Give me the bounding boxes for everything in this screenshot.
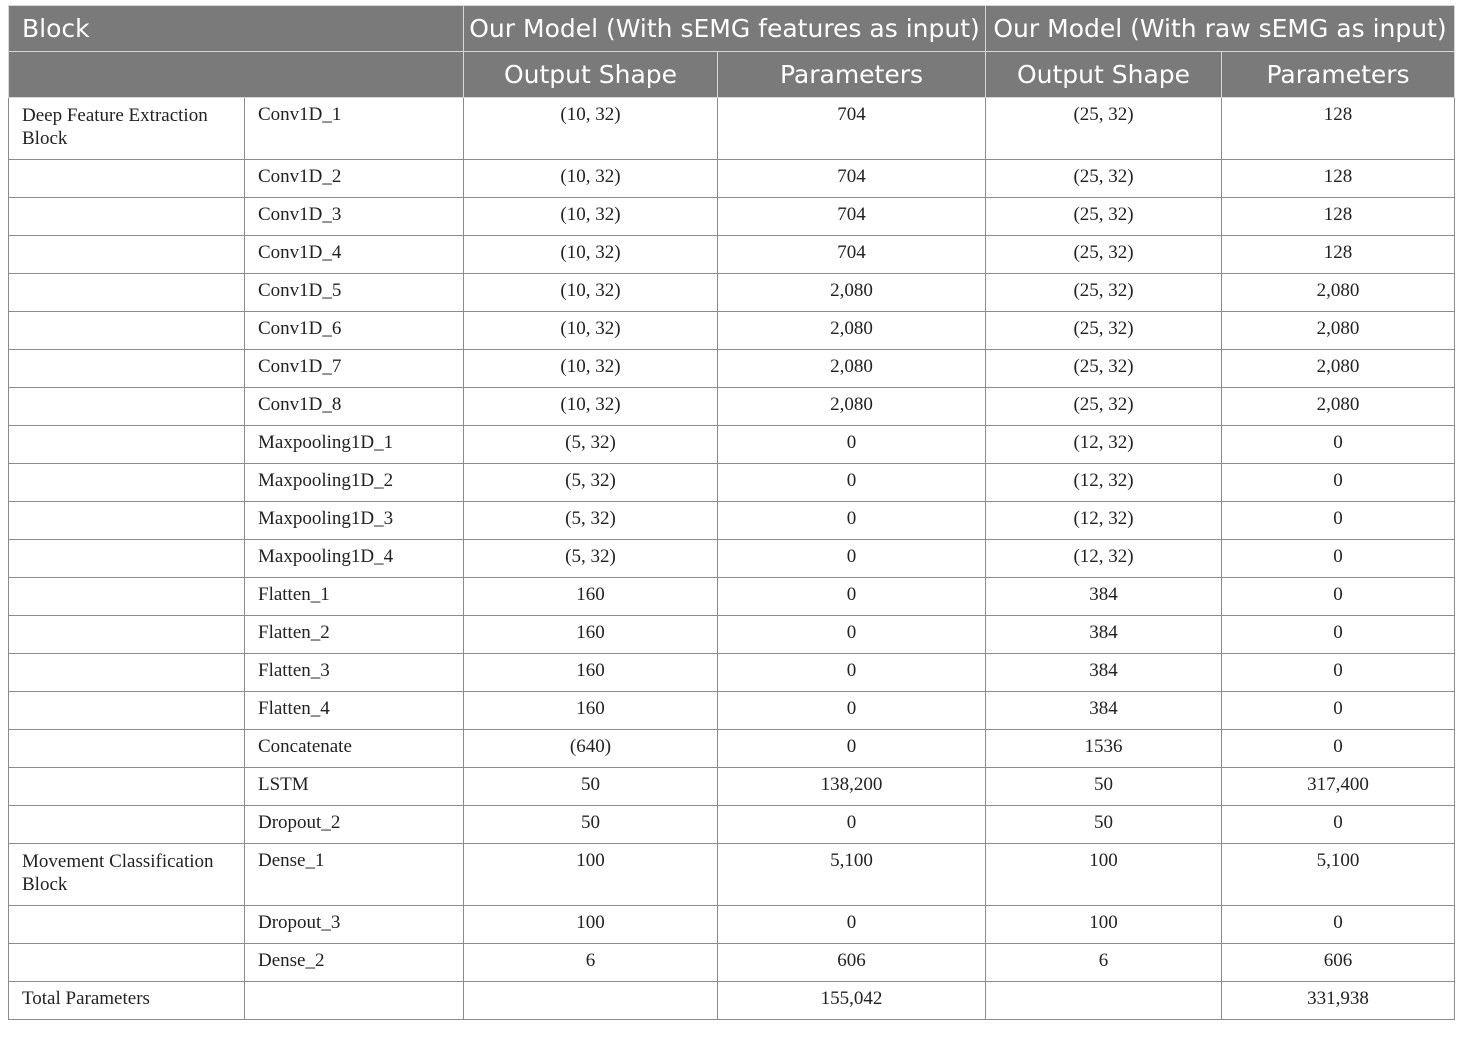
output-shape-raw-cell: 50 (986, 806, 1222, 844)
table-row (9, 844, 1455, 906)
block-cell (9, 654, 245, 692)
output-shape-raw-cell: (25, 32) (986, 312, 1222, 350)
output-shape-raw-cell: 384 (986, 578, 1222, 616)
parameters-raw-cell: 2,080 (1222, 350, 1455, 388)
output-shape-features-cell: 50 (464, 768, 718, 806)
block-cell (9, 730, 245, 768)
output-shape-raw-cell: 50 (986, 768, 1222, 806)
output-shape-features-cell: (5, 32) (464, 540, 718, 578)
parameters-raw-cell: 0 (1222, 806, 1455, 844)
block-cell (9, 540, 245, 578)
table-row (9, 426, 1455, 464)
header-parameters-raw: Parameters (1222, 52, 1455, 98)
output-shape-features-cell: (640) (464, 730, 718, 768)
block-cell (9, 906, 245, 944)
output-shape-features-cell (464, 982, 718, 1020)
output-shape-features-cell: (10, 32) (464, 312, 718, 350)
parameters-features-cell: 0 (718, 654, 986, 692)
header-output-shape-raw: Output Shape (986, 52, 1222, 98)
parameters-features-cell: 2,080 (718, 350, 986, 388)
output-shape-features-cell: (10, 32) (464, 236, 718, 274)
block-cell: Total Parameters (9, 982, 245, 1020)
parameters-raw-cell: 606 (1222, 944, 1455, 982)
layer-cell: Maxpooling1D_3 (245, 502, 464, 540)
layer-cell: Conv1D_5 (245, 274, 464, 312)
parameters-raw-cell: 128 (1222, 236, 1455, 274)
table-row (9, 768, 1455, 806)
block-cell (9, 274, 245, 312)
parameters-features-cell: 0 (718, 540, 986, 578)
output-shape-features-cell: (10, 32) (464, 388, 718, 426)
block-cell (9, 502, 245, 540)
header-row-columns (9, 52, 1455, 98)
parameters-raw-cell: 128 (1222, 98, 1455, 160)
parameters-raw-cell: 331,938 (1222, 982, 1455, 1020)
block-cell (9, 692, 245, 730)
output-shape-raw-cell: 1536 (986, 730, 1222, 768)
output-shape-features-cell: (10, 32) (464, 98, 718, 160)
block-cell (9, 806, 245, 844)
table-header (9, 6, 1455, 98)
block-cell (9, 944, 245, 982)
layer-cell: Conv1D_7 (245, 350, 464, 388)
parameters-raw-cell: 0 (1222, 654, 1455, 692)
parameters-raw-cell: 0 (1222, 540, 1455, 578)
output-shape-features-cell: (10, 32) (464, 160, 718, 198)
table-row (9, 388, 1455, 426)
parameters-features-cell: 704 (718, 236, 986, 274)
parameters-features-cell: 2,080 (718, 312, 986, 350)
layer-cell: LSTM (245, 768, 464, 806)
block-cell (9, 312, 245, 350)
parameters-features-cell: 0 (718, 692, 986, 730)
output-shape-features-cell: (10, 32) (464, 274, 718, 312)
parameters-raw-cell: 2,080 (1222, 312, 1455, 350)
block-cell (9, 616, 245, 654)
header-row-groups (9, 6, 1455, 52)
output-shape-raw-cell: (25, 32) (986, 160, 1222, 198)
parameters-features-cell: 2,080 (718, 274, 986, 312)
layer-cell: Flatten_4 (245, 692, 464, 730)
table-row (9, 312, 1455, 350)
parameters-features-cell: 0 (718, 906, 986, 944)
parameters-features-cell: 2,080 (718, 388, 986, 426)
output-shape-raw-cell: (25, 32) (986, 236, 1222, 274)
table-row (9, 654, 1455, 692)
layer-cell: Concatenate (245, 730, 464, 768)
block-cell (9, 426, 245, 464)
layer-cell: Dense_2 (245, 944, 464, 982)
table-row (9, 274, 1455, 312)
block-cell (9, 350, 245, 388)
output-shape-features-cell: 50 (464, 806, 718, 844)
parameters-raw-cell: 0 (1222, 616, 1455, 654)
output-shape-raw-cell: 384 (986, 692, 1222, 730)
layer-cell: Dropout_2 (245, 806, 464, 844)
parameters-features-cell: 0 (718, 578, 986, 616)
parameters-features-cell: 0 (718, 426, 986, 464)
output-shape-features-cell: 100 (464, 906, 718, 944)
table-row (9, 540, 1455, 578)
output-shape-features-cell: (5, 32) (464, 426, 718, 464)
layer-cell: Conv1D_2 (245, 160, 464, 198)
table-row (9, 616, 1455, 654)
output-shape-features-cell: 160 (464, 654, 718, 692)
layer-cell: Conv1D_8 (245, 388, 464, 426)
parameters-features-cell: 0 (718, 616, 986, 654)
layer-cell: Flatten_2 (245, 616, 464, 654)
parameters-features-cell: 5,100 (718, 844, 986, 906)
output-shape-raw-cell: 384 (986, 616, 1222, 654)
parameters-raw-cell: 2,080 (1222, 274, 1455, 312)
output-shape-raw-cell: 384 (986, 654, 1222, 692)
block-cell (9, 388, 245, 426)
output-shape-features-cell: 160 (464, 616, 718, 654)
parameters-raw-cell: 317,400 (1222, 768, 1455, 806)
output-shape-raw-cell: (25, 32) (986, 350, 1222, 388)
block-cell (9, 578, 245, 616)
table-row (9, 98, 1455, 160)
output-shape-raw-cell: (12, 32) (986, 464, 1222, 502)
layer-cell: Flatten_1 (245, 578, 464, 616)
table-row (9, 236, 1455, 274)
header-block-empty (9, 52, 464, 98)
parameters-features-cell: 704 (718, 98, 986, 160)
parameters-features-cell: 704 (718, 198, 986, 236)
parameters-features-cell: 0 (718, 502, 986, 540)
parameters-raw-cell: 0 (1222, 426, 1455, 464)
output-shape-raw-cell: 100 (986, 844, 1222, 906)
parameters-features-cell: 0 (718, 806, 986, 844)
header-block: Block (9, 6, 464, 52)
header-parameters-features: Parameters (718, 52, 986, 98)
parameters-raw-cell: 2,080 (1222, 388, 1455, 426)
layer-cell: Maxpooling1D_4 (245, 540, 464, 578)
block-cell (9, 768, 245, 806)
header-output-shape-features: Output Shape (464, 52, 718, 98)
layer-cell: Maxpooling1D_2 (245, 464, 464, 502)
layer-cell: Dense_1 (245, 844, 464, 906)
block-cell (9, 160, 245, 198)
parameters-raw-cell: 128 (1222, 160, 1455, 198)
output-shape-features-cell: (10, 32) (464, 350, 718, 388)
layer-cell: Conv1D_1 (245, 98, 464, 160)
output-shape-features-cell: (5, 32) (464, 464, 718, 502)
table-body (9, 98, 1455, 1020)
table-row (9, 198, 1455, 236)
table-row (9, 944, 1455, 982)
layer-cell: Conv1D_6 (245, 312, 464, 350)
table-row (9, 806, 1455, 844)
output-shape-features-cell: 160 (464, 692, 718, 730)
parameters-features-cell: 0 (718, 730, 986, 768)
output-shape-raw-cell: (12, 32) (986, 540, 1222, 578)
table-row (9, 160, 1455, 198)
parameters-raw-cell: 128 (1222, 198, 1455, 236)
parameters-raw-cell: 0 (1222, 692, 1455, 730)
table-row (9, 464, 1455, 502)
parameters-raw-cell: 0 (1222, 502, 1455, 540)
parameters-features-cell: 155,042 (718, 982, 986, 1020)
parameters-features-cell: 0 (718, 464, 986, 502)
output-shape-raw-cell (986, 982, 1222, 1020)
layer-cell: Maxpooling1D_1 (245, 426, 464, 464)
block-cell (9, 464, 245, 502)
table-row (9, 502, 1455, 540)
output-shape-raw-cell: 6 (986, 944, 1222, 982)
output-shape-raw-cell: (25, 32) (986, 388, 1222, 426)
block-cell (9, 198, 245, 236)
output-shape-raw-cell: (12, 32) (986, 502, 1222, 540)
block-cell: Movement Classification Block (9, 844, 245, 906)
block-cell: Deep Feature Extraction Block (9, 98, 245, 160)
parameters-raw-cell: 0 (1222, 906, 1455, 944)
parameters-raw-cell: 0 (1222, 464, 1455, 502)
block-cell (9, 236, 245, 274)
table-row (9, 350, 1455, 388)
layer-cell (245, 982, 464, 1020)
output-shape-features-cell: 160 (464, 578, 718, 616)
output-shape-features-cell: 100 (464, 844, 718, 906)
header-features-model: Our Model (With sEMG features as input) (464, 6, 986, 52)
parameters-raw-cell: 0 (1222, 578, 1455, 616)
table-row (9, 730, 1455, 768)
layer-cell: Flatten_3 (245, 654, 464, 692)
output-shape-raw-cell: 100 (986, 906, 1222, 944)
parameters-features-cell: 704 (718, 160, 986, 198)
output-shape-features-cell: (10, 32) (464, 198, 718, 236)
layer-cell: Conv1D_3 (245, 198, 464, 236)
output-shape-features-cell: 6 (464, 944, 718, 982)
table-row-total (9, 982, 1455, 1020)
parameters-features-cell: 606 (718, 944, 986, 982)
model-architecture-table (8, 5, 1455, 1020)
parameters-features-cell: 138,200 (718, 768, 986, 806)
parameters-raw-cell: 5,100 (1222, 844, 1455, 906)
layer-cell: Dropout_3 (245, 906, 464, 944)
output-shape-raw-cell: (12, 32) (986, 426, 1222, 464)
header-raw-model: Our Model (With raw sEMG as input) (986, 6, 1455, 52)
parameters-raw-cell: 0 (1222, 730, 1455, 768)
output-shape-raw-cell: (25, 32) (986, 98, 1222, 160)
table-row (9, 692, 1455, 730)
output-shape-raw-cell: (25, 32) (986, 274, 1222, 312)
table-row (9, 906, 1455, 944)
table-row (9, 578, 1455, 616)
output-shape-features-cell: (5, 32) (464, 502, 718, 540)
model-architecture-table-container (8, 5, 1454, 1020)
layer-cell: Conv1D_4 (245, 236, 464, 274)
output-shape-raw-cell: (25, 32) (986, 198, 1222, 236)
